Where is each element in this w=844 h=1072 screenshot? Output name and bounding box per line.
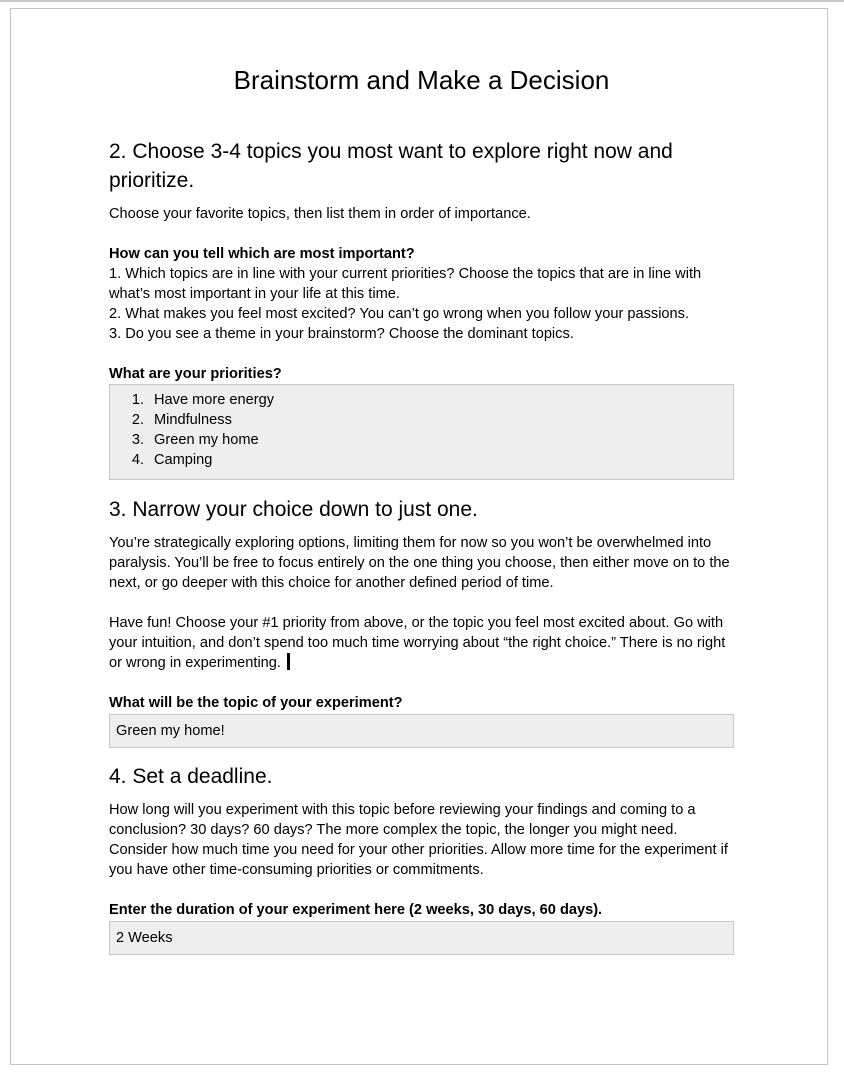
topic-field[interactable] bbox=[109, 714, 734, 748]
paragraph-line: you have other time-consuming priorities or commitments. bbox=[109, 862, 484, 878]
topic-field-value: Green my home! bbox=[116, 723, 225, 739]
paragraph-line: paralysis. You’ll be free to focus entirely on the one thing you choose, then either move on to the bbox=[109, 555, 730, 571]
duration-label: Enter the duration of your experiment here (2 weeks, 30 days, 60 days). bbox=[109, 902, 603, 918]
list-item-text: Green my home bbox=[154, 432, 259, 448]
importance-question: How can you tell which are most important? bbox=[109, 246, 415, 262]
topic-label: What will be the topic of your experiment? bbox=[109, 695, 403, 711]
section-2-heading-line: 2. Choose 3-4 topics you most want to explore right now and bbox=[109, 140, 673, 163]
importance-tips bbox=[109, 264, 734, 344]
section-3-heading: 3. Narrow your choice down to just one. bbox=[109, 498, 478, 521]
list-item-number: 4. bbox=[131, 452, 144, 468]
list-item-text: Camping bbox=[154, 452, 213, 468]
document-page bbox=[10, 8, 828, 1065]
tip-line: 3. Do you see a theme in your brainstorm? Choose the dominant topics. bbox=[109, 326, 574, 342]
paragraph-line: conclusion? 30 days? 60 days? The more complex the topic, the longer you might need. bbox=[109, 822, 678, 838]
section-4-heading: 4. Set a deadline. bbox=[109, 765, 273, 788]
list-item-text: Mindfulness bbox=[154, 412, 232, 428]
paragraph-line-with-cursor bbox=[109, 653, 734, 673]
section-2-intro: Choose your favorite topics, then list them in order of importance. bbox=[109, 206, 531, 222]
priorities-field[interactable] bbox=[109, 384, 734, 480]
tip-line: 1. Which topics are in line with your current priorities? Choose the topics that are in line with bbox=[109, 266, 702, 282]
top-border bbox=[0, 0, 844, 2]
list-item-number: 1. bbox=[131, 392, 144, 408]
list-item bbox=[110, 390, 733, 410]
tip-line: 2. What makes you feel most excited? You can’t go wrong when you follow your passions. bbox=[109, 306, 690, 322]
paragraph-line: next, or go deeper with this choice for another defined period of time. bbox=[109, 575, 554, 591]
paragraph-line: You’re strategically exploring options, limiting them for now so you won’t be overwhelmed into bbox=[109, 535, 712, 551]
paragraph-line: How long will you experiment with this topic before reviewing your findings and coming to a bbox=[109, 802, 696, 818]
list-item bbox=[110, 450, 733, 470]
priorities-label: What are your priorities? bbox=[109, 366, 282, 382]
list-item-number: 2. bbox=[131, 412, 144, 428]
page-title: Brainstorm and Make a Decision bbox=[233, 65, 610, 95]
text-cursor bbox=[287, 653, 290, 670]
paragraph-line: Have fun! Choose your #1 priority from above, or the topic you feel most excited about. Go with bbox=[109, 615, 724, 631]
section-3-paragraph-2 bbox=[109, 613, 734, 673]
section-3-paragraph-1 bbox=[109, 533, 734, 593]
priorities-list bbox=[110, 385, 733, 470]
section-2-heading bbox=[109, 137, 734, 195]
section-2-heading-line: prioritize. bbox=[109, 169, 195, 192]
paragraph-line: Consider how much time you need for your other priorities. Allow more time for the experiment if bbox=[109, 842, 728, 858]
list-item-number: 3. bbox=[131, 432, 144, 448]
list-item-text: Have more energy bbox=[154, 392, 275, 408]
paragraph-line-text: or wrong in experimenting. bbox=[109, 655, 281, 671]
section-4-paragraph bbox=[109, 800, 734, 880]
duration-field-value: 2 Weeks bbox=[116, 930, 173, 946]
duration-field[interactable] bbox=[109, 921, 734, 955]
paragraph-line: your intuition, and don’t spend too much time worrying about “the right choice.” There is no right bbox=[109, 635, 726, 651]
tip-line: what’s most important in your life at this time. bbox=[109, 286, 400, 302]
list-item bbox=[110, 410, 733, 430]
list-item bbox=[110, 430, 733, 450]
